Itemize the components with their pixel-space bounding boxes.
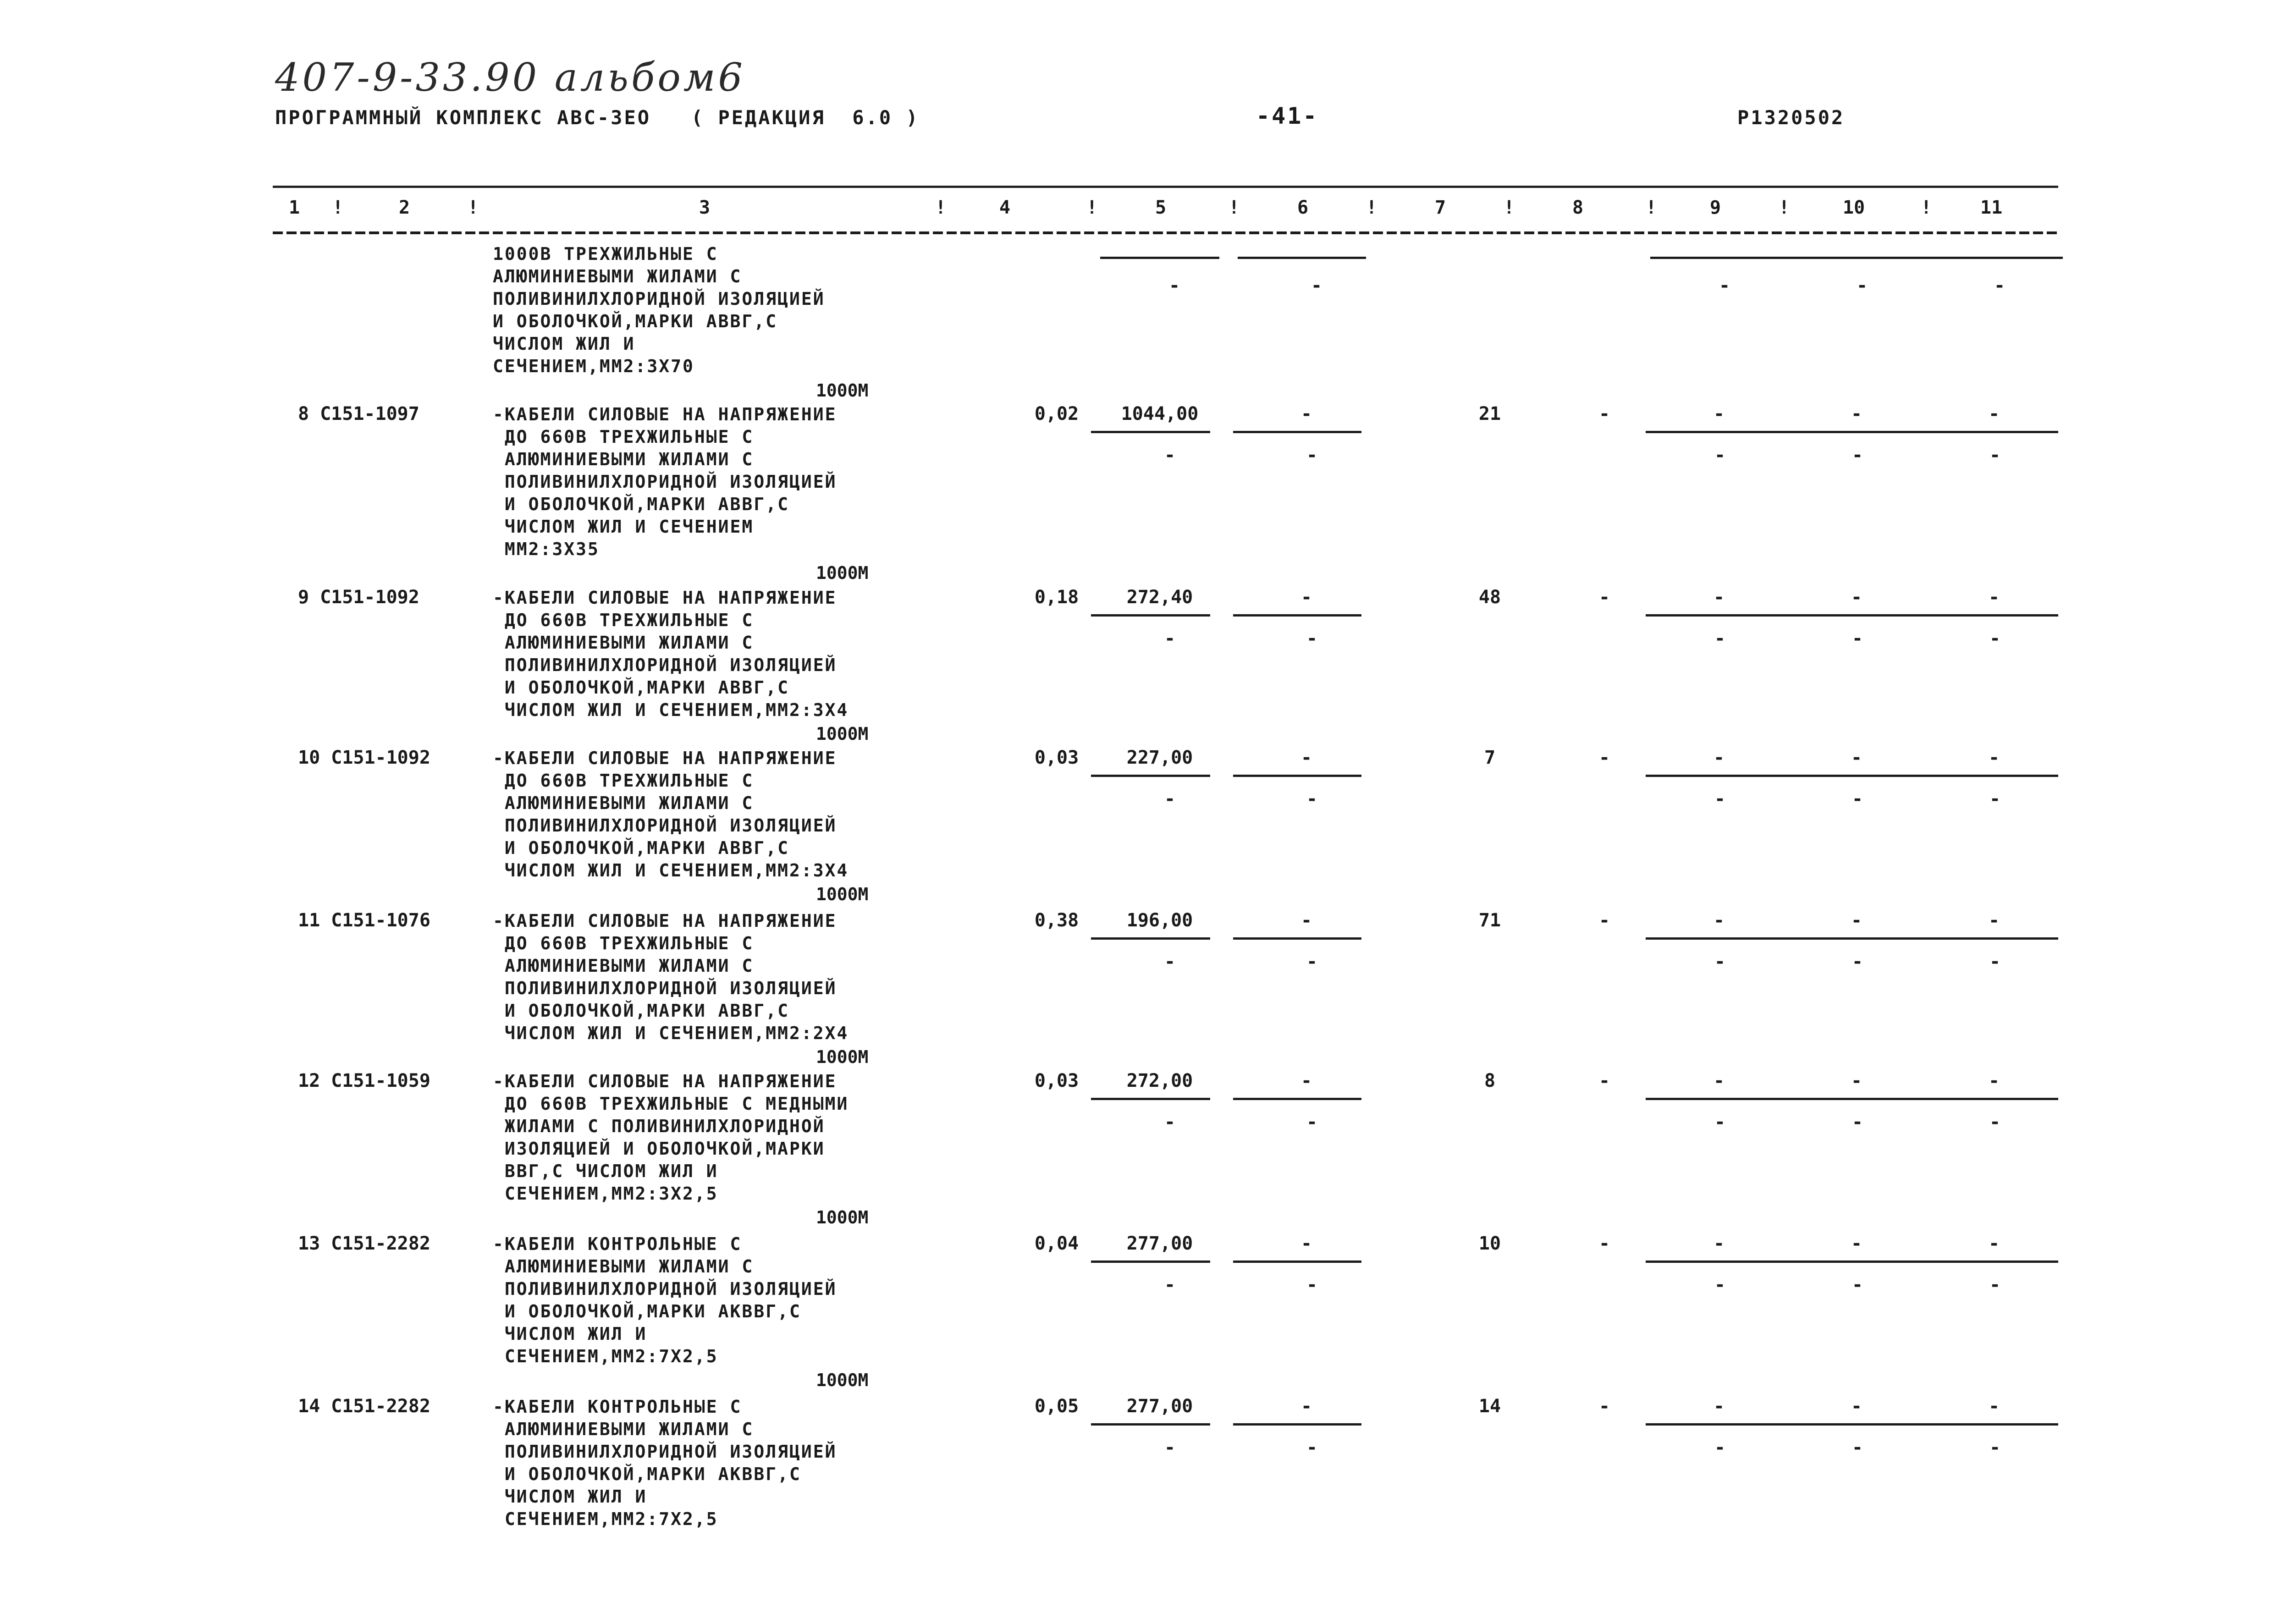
- cell-c6: -: [1300, 1396, 1312, 1417]
- description-line: ВВГ,С ЧИСЛОМ ЖИЛ И: [493, 1161, 718, 1181]
- cell-price: 277,00: [1126, 1396, 1193, 1417]
- cell-price: 196,00: [1126, 910, 1193, 931]
- cell-underline: [1091, 1261, 1210, 1263]
- cell-underline: [1921, 1423, 2058, 1426]
- cell-underline: [1783, 1261, 1921, 1263]
- cell-c9: -: [1713, 587, 1725, 608]
- position-code: [298, 747, 430, 768]
- measure-unit: 1000М: [816, 884, 869, 904]
- rate-code: С151-1076: [331, 910, 430, 931]
- description-line: И ОБОЛОЧКОЙ,МАРКИ АВВГ,С: [493, 494, 789, 514]
- description-line: -КАБЕЛИ СИЛОВЫЕ НА НАПРЯЖЕНИЕ: [493, 1071, 837, 1091]
- secondary-dash: -: [1852, 445, 1863, 466]
- secondary-dash: -: [1989, 1437, 2001, 1458]
- item-description: [493, 587, 928, 721]
- secondary-dash: -: [1306, 788, 1318, 809]
- secondary-dash: -: [1989, 951, 2001, 972]
- column-number: 6: [1297, 197, 1309, 218]
- row-number: 8: [298, 403, 309, 424]
- secondary-dash: -: [1164, 951, 1176, 972]
- column-separator: !: [935, 197, 947, 218]
- cell-qty: 0,38: [1034, 910, 1079, 931]
- description-line: -КАБЕЛИ СИЛОВЫЕ НА НАПРЯЖЕНИЕ: [493, 911, 837, 931]
- secondary-dash: -: [1852, 1112, 1863, 1133]
- cell-underline: [1650, 257, 1788, 259]
- secondary-dash: -: [1164, 788, 1176, 809]
- secondary-dash: -: [1989, 788, 2001, 809]
- cell-c6: -: [1300, 1070, 1312, 1091]
- cell-c7: 48: [1478, 587, 1501, 608]
- row-number: 13: [298, 1233, 320, 1254]
- secondary-dash: -: [1714, 1437, 1726, 1458]
- column-number: 2: [399, 197, 410, 218]
- cell-c6: -: [1300, 403, 1312, 424]
- description-line: ЧИСЛОМ ЖИЛ И СЕЧЕНИЕМ: [493, 517, 754, 537]
- cell-c8: -: [1598, 1070, 1610, 1091]
- cell-price: 277,00: [1126, 1233, 1193, 1254]
- program-title: ПРОГРАММНЫЙ КОМПЛЕКС АВС-ЗЕО ( РЕДАКЦИЯ 6.0 ): [275, 106, 920, 129]
- description-line: АЛЮМИНИЕВЫМИ ЖИЛАМИ С: [493, 449, 754, 469]
- rate-code: С151-1092: [320, 587, 419, 608]
- secondary-dash: -: [1169, 275, 1180, 296]
- cell-c8: -: [1598, 747, 1610, 768]
- secondary-dash: -: [1306, 1437, 1318, 1458]
- description-line: И ОБОЛОЧКОЙ,МАРКИ АВВГ,С: [493, 1001, 789, 1021]
- cell-underline: [1233, 614, 1361, 617]
- cell-c8: -: [1598, 1233, 1610, 1254]
- secondary-dash: -: [1852, 951, 1863, 972]
- secondary-dash: -: [1306, 628, 1318, 649]
- secondary-dash: -: [1714, 788, 1726, 809]
- cell-underline: [1100, 257, 1219, 259]
- description-line: ЧИСЛОМ ЖИЛ И: [493, 1324, 647, 1344]
- description-line: АЛЮМИНИЕВЫМИ ЖИЛАМИ С: [493, 793, 754, 813]
- description-line: 1000В ТРЕХЖИЛЬНЫЕ С: [493, 244, 718, 264]
- cell-c6: -: [1300, 910, 1312, 931]
- description-line: АЛЮМИНИЕВЫМИ ЖИЛАМИ С: [493, 956, 754, 976]
- secondary-dash: -: [1164, 1437, 1176, 1458]
- cell-c8: -: [1598, 1396, 1610, 1417]
- cell-underline: [1091, 937, 1210, 940]
- measure-unit: 1000М: [816, 563, 869, 583]
- row-number: 12: [298, 1070, 320, 1091]
- secondary-dash: -: [1164, 1274, 1176, 1295]
- secondary-dash: -: [1311, 275, 1322, 296]
- cell-underline: [1921, 1098, 2058, 1100]
- item-description: [493, 1233, 928, 1368]
- measure-unit: 1000М: [816, 724, 869, 744]
- description-line: СЕЧЕНИЕМ,ММ2:7Х2,5: [493, 1346, 718, 1366]
- secondary-dash: -: [1714, 1112, 1726, 1133]
- cell-c10: -: [1851, 1233, 1862, 1254]
- description-line: АЛЮМИНИЕВЫМИ ЖИЛАМИ С: [493, 266, 742, 286]
- column-separator: !: [332, 197, 344, 218]
- row-number: 10: [298, 747, 320, 768]
- secondary-dash: -: [1989, 1112, 2001, 1133]
- cell-underline: [1233, 431, 1361, 433]
- description-line: ЖИЛАМИ С ПОЛИВИНИЛХЛОРИДНОЙ: [493, 1116, 825, 1136]
- measure-unit: 1000М: [816, 1370, 869, 1390]
- continued-description: [493, 243, 825, 378]
- cell-c10: -: [1851, 403, 1862, 424]
- column-number: 1: [289, 197, 300, 218]
- cell-underline: [1646, 614, 1783, 617]
- secondary-dash: -: [1714, 951, 1726, 972]
- position-code: [298, 910, 430, 931]
- cell-c7: 71: [1478, 910, 1501, 931]
- secondary-dash: -: [1989, 628, 2001, 649]
- description-line: ЧИСЛОМ ЖИЛ И СЕЧЕНИЕМ,ММ2:2Х4: [493, 1023, 849, 1043]
- cell-c10: -: [1851, 747, 1862, 768]
- cell-qty: 0,18: [1034, 587, 1079, 608]
- cell-c7: 7: [1484, 747, 1496, 768]
- cell-underline: [1783, 775, 1921, 777]
- cell-c9: -: [1713, 1070, 1725, 1091]
- row-number: 14: [298, 1396, 320, 1417]
- description-line: ПОЛИВИНИЛХЛОРИДНОЙ ИЗОЛЯЦИЕЙ: [493, 978, 837, 998]
- column-number: 3: [699, 197, 711, 218]
- rate-code: С151-1092: [331, 747, 430, 768]
- cell-underline: [1783, 614, 1921, 617]
- column-separator: !: [1366, 197, 1377, 218]
- cell-underline: [1921, 614, 2058, 617]
- cell-c11: -: [1988, 910, 2000, 931]
- secondary-dash: -: [1306, 445, 1318, 466]
- column-numbers-row: [0, 197, 2292, 225]
- cell-c7: 14: [1478, 1396, 1501, 1417]
- cell-c9: -: [1713, 403, 1725, 424]
- cell-underline: [1925, 257, 2063, 259]
- cell-c6: -: [1300, 587, 1312, 608]
- cell-qty: 0,03: [1034, 1070, 1079, 1091]
- column-separator: !: [1229, 197, 1240, 218]
- cell-c10: -: [1851, 587, 1862, 608]
- position-code: [298, 1396, 430, 1417]
- secondary-dash: -: [1164, 1112, 1176, 1133]
- cell-c11: -: [1988, 403, 2000, 424]
- cell-c9: -: [1713, 1396, 1725, 1417]
- measure-unit: 1000М: [816, 1207, 869, 1228]
- cell-c6: -: [1300, 1233, 1312, 1254]
- document-code: P1320502: [1737, 106, 1845, 129]
- secondary-dash: -: [1714, 445, 1726, 466]
- cell-c11: -: [1988, 1070, 2000, 1091]
- secondary-dash: -: [1164, 445, 1176, 466]
- column-number: 10: [1843, 197, 1865, 218]
- cell-underline: [1646, 937, 1783, 940]
- cell-c8: -: [1598, 587, 1610, 608]
- description-line: -КАБЕЛИ КОНТРОЛЬНЫЕ С: [493, 1234, 742, 1254]
- cell-underline: [1091, 775, 1210, 777]
- secondary-dash: -: [1306, 1112, 1318, 1133]
- cell-c11: -: [1988, 587, 2000, 608]
- position-code: [298, 403, 419, 424]
- cell-underline: [1646, 1261, 1783, 1263]
- description-line: -КАБЕЛИ СИЛОВЫЕ НА НАПРЯЖЕНИЕ: [493, 588, 837, 608]
- description-line: ПОЛИВИНИЛХЛОРИДНОЙ ИЗОЛЯЦИЕЙ: [493, 655, 837, 675]
- cell-c10: -: [1851, 1070, 1862, 1091]
- cell-underline: [1646, 1098, 1783, 1100]
- cell-c11: -: [1988, 1233, 2000, 1254]
- cell-underline: [1091, 614, 1210, 617]
- column-number: 7: [1435, 197, 1446, 218]
- cell-qty: 0,05: [1034, 1396, 1079, 1417]
- description-line: ДО 660В ТРЕХЖИЛЬНЫЕ С: [493, 771, 754, 791]
- cell-c11: -: [1988, 747, 2000, 768]
- cell-qty: 0,03: [1034, 747, 1079, 768]
- cell-c7: 8: [1484, 1070, 1496, 1091]
- cell-c10: -: [1851, 1396, 1862, 1417]
- description-line: ПОЛИВИНИЛХЛОРИДНОЙ ИЗОЛЯЦИЕЙ: [493, 1279, 837, 1299]
- cell-underline: [1238, 257, 1366, 259]
- secondary-dash: -: [1306, 1274, 1318, 1295]
- secondary-dash: -: [1852, 788, 1863, 809]
- cell-underline: [1783, 1098, 1921, 1100]
- item-description: [493, 1396, 928, 1530]
- cell-price: 272,00: [1126, 1070, 1193, 1091]
- measure-unit: 1000М: [816, 1047, 869, 1067]
- secondary-dash: -: [1719, 275, 1730, 296]
- cell-underline: [1091, 431, 1210, 433]
- cell-c8: -: [1598, 403, 1610, 424]
- cell-underline: [1233, 775, 1361, 777]
- handwritten-album-note: 407-9-33.90 альбом6: [275, 55, 745, 100]
- cell-price: 227,00: [1126, 747, 1193, 768]
- item-description: [493, 1070, 928, 1205]
- description-line: АЛЮМИНИЕВЫМИ ЖИЛАМИ С: [493, 633, 754, 653]
- description-line: И ОБОЛОЧКОЙ,МАРКИ АВВГ,С: [493, 311, 778, 331]
- row-number: 9: [298, 587, 309, 608]
- description-line: -КАБЕЛИ КОНТРОЛЬНЫЕ С: [493, 1397, 742, 1417]
- position-code: [298, 1070, 430, 1091]
- secondary-dash: -: [1852, 628, 1863, 649]
- column-separator: !: [1504, 197, 1515, 218]
- header-bottom-rule: [273, 231, 2058, 234]
- secondary-dash: -: [1164, 628, 1176, 649]
- cell-c7: 10: [1478, 1233, 1501, 1254]
- cell-price: 272,40: [1126, 587, 1193, 608]
- secondary-dash: -: [1989, 1274, 2001, 1295]
- rate-code: С151-2282: [331, 1396, 430, 1417]
- cell-underline: [1783, 1423, 1921, 1426]
- secondary-dash: -: [1989, 445, 2001, 466]
- cell-c8: -: [1598, 910, 1610, 931]
- cell-c9: -: [1713, 747, 1725, 768]
- cell-c7: 21: [1478, 403, 1501, 424]
- column-number: 5: [1155, 197, 1167, 218]
- cell-underline: [1646, 775, 1783, 777]
- position-code: [298, 1233, 430, 1254]
- cell-underline: [1233, 1098, 1361, 1100]
- description-line: -КАБЕЛИ СИЛОВЫЕ НА НАПРЯЖЕНИЕ: [493, 748, 837, 768]
- cell-qty: 0,02: [1034, 403, 1079, 424]
- secondary-dash: -: [1857, 275, 1868, 296]
- description-line: ДО 660В ТРЕХЖИЛЬНЫЕ С МЕДНЫМИ: [493, 1094, 849, 1114]
- cell-c9: -: [1713, 910, 1725, 931]
- description-line: ЧИСЛОМ ЖИЛ И СЕЧЕНИЕМ,ММ2:3Х4: [493, 860, 849, 881]
- cell-price: 1044,00: [1121, 403, 1199, 424]
- header-top-rule: [273, 186, 2058, 188]
- description-line: И ОБОЛОЧКОЙ,МАРКИ АВВГ,С: [493, 677, 789, 698]
- item-description: [493, 910, 928, 1045]
- description-line: АЛЮМИНИЕВЫМИ ЖИЛАМИ С: [493, 1256, 754, 1277]
- cell-underline: [1921, 937, 2058, 940]
- cell-underline: [1233, 937, 1361, 940]
- rate-code: С151-1059: [331, 1070, 430, 1091]
- secondary-dash: -: [1852, 1274, 1863, 1295]
- rate-code: С151-1097: [320, 403, 419, 424]
- secondary-dash: -: [1714, 1274, 1726, 1295]
- cell-underline: [1091, 1423, 1210, 1426]
- cell-c10: -: [1851, 910, 1862, 931]
- cell-underline: [1788, 257, 1925, 259]
- secondary-dash: -: [1852, 1437, 1863, 1458]
- page-number: -41-: [1256, 103, 1319, 129]
- description-line: ЧИСЛОМ ЖИЛ И: [493, 1486, 647, 1507]
- description-line: И ОБОЛОЧКОЙ,МАРКИ АКВВГ,С: [493, 1301, 801, 1321]
- description-line: ЧИСЛОМ ЖИЛ И: [493, 334, 635, 354]
- column-separator: !: [468, 197, 479, 218]
- column-number: 9: [1710, 197, 1721, 218]
- column-separator: !: [1779, 197, 1790, 218]
- cell-c9: -: [1713, 1233, 1725, 1254]
- description-line: АЛЮМИНИЕВЫМИ ЖИЛАМИ С: [493, 1419, 754, 1439]
- column-separator: !: [1086, 197, 1098, 218]
- description-line: И ОБОЛОЧКОЙ,МАРКИ АКВВГ,С: [493, 1464, 801, 1484]
- column-number: 11: [1980, 197, 2003, 218]
- cell-underline: [1233, 1423, 1361, 1426]
- cell-c11: -: [1988, 1396, 2000, 1417]
- row-number: 11: [298, 910, 320, 931]
- continued-unit: 1000М: [816, 380, 869, 401]
- description-line: ДО 660В ТРЕХЖИЛЬНЫЕ С: [493, 427, 754, 447]
- description-line: ПОЛИВИНИЛХЛОРИДНОЙ ИЗОЛЯЦИЕЙ: [493, 472, 837, 492]
- secondary-dash: -: [1994, 275, 2006, 296]
- cell-underline: [1783, 431, 1921, 433]
- item-description: [493, 403, 928, 561]
- column-separator: !: [1646, 197, 1657, 218]
- description-line: СЕЧЕНИЕМ,ММ2:7Х2,5: [493, 1509, 718, 1529]
- secondary-dash: -: [1714, 628, 1726, 649]
- description-line: И ОБОЛОЧКОЙ,МАРКИ АВВГ,С: [493, 838, 789, 858]
- secondary-dash: -: [1306, 951, 1318, 972]
- column-separator: !: [1921, 197, 1932, 218]
- description-line: ДО 660В ТРЕХЖИЛЬНЫЕ С: [493, 933, 754, 953]
- cell-underline: [1091, 1098, 1210, 1100]
- description-line: ИЗОЛЯЦИЕЙ И ОБОЛОЧКОЙ,МАРКИ: [493, 1139, 825, 1159]
- cell-underline: [1921, 431, 2058, 433]
- description-line: ММ2:3Х35: [493, 539, 600, 559]
- cell-qty: 0,04: [1034, 1233, 1079, 1254]
- description-line: -КАБЕЛИ СИЛОВЫЕ НА НАПРЯЖЕНИЕ: [493, 404, 837, 424]
- column-number: 8: [1572, 197, 1584, 218]
- cell-underline: [1921, 1261, 2058, 1263]
- description-line: ПОЛИВИНИЛХЛОРИДНОЙ ИЗОЛЯЦИЕЙ: [493, 815, 837, 836]
- position-code: [298, 587, 419, 608]
- rate-code: С151-2282: [331, 1233, 430, 1254]
- cell-underline: [1646, 431, 1783, 433]
- cell-underline: [1783, 937, 1921, 940]
- column-number: 4: [999, 197, 1011, 218]
- cell-c6: -: [1300, 747, 1312, 768]
- description-line: СЕЧЕНИЕМ,ММ2:3Х70: [493, 356, 694, 376]
- description-line: ПОЛИВИНИЛХЛОРИДНОЙ ИЗОЛЯЦИЕЙ: [493, 289, 825, 309]
- cell-underline: [1233, 1261, 1361, 1263]
- description-line: ДО 660В ТРЕХЖИЛЬНЫЕ С: [493, 610, 754, 630]
- description-line: ЧИСЛОМ ЖИЛ И СЕЧЕНИЕМ,ММ2:3Х4: [493, 700, 849, 720]
- description-line: СЕЧЕНИЕМ,ММ2:3Х2,5: [493, 1184, 718, 1204]
- cell-underline: [1646, 1423, 1783, 1426]
- item-description: [493, 747, 928, 882]
- cell-underline: [1921, 775, 2058, 777]
- description-line: ПОЛИВИНИЛХЛОРИДНОЙ ИЗОЛЯЦИЕЙ: [493, 1442, 837, 1462]
